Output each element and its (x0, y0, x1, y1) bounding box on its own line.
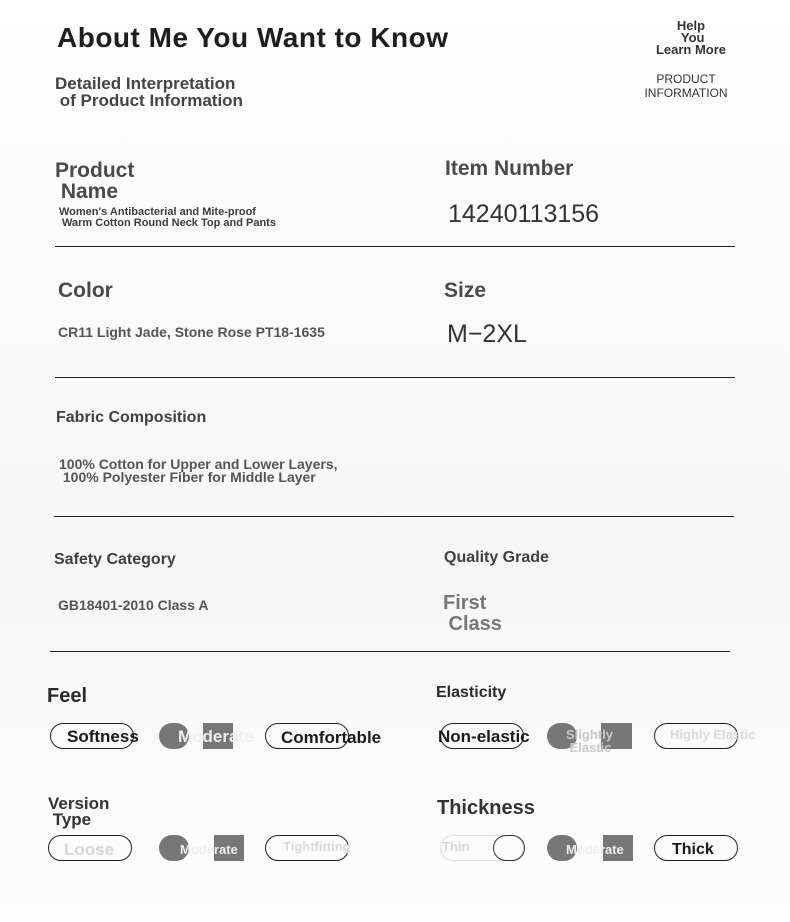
thickness-option-thick: Thick (672, 841, 714, 858)
help-learn-more: Help You Learn More (655, 18, 727, 57)
page-title: About Me You Want to Know (57, 22, 449, 53)
quality-grade-value: First Class (443, 592, 502, 635)
version-type-label: Version Type (48, 794, 110, 829)
divider (55, 246, 735, 247)
elasticity-option-slightly-elastic: Slightly Elastic (566, 727, 613, 755)
color-value: CR11 Light Jade, Stone Rose PT18-1635 (58, 324, 325, 340)
size-label: Size (444, 279, 487, 302)
version-option-tightfitting: Tightfitting (283, 839, 351, 854)
thickness-option-moderate: Moderate (566, 842, 624, 857)
feel-option-softness: Softness (67, 727, 139, 746)
thickness-option-thin: Thin (442, 839, 470, 854)
divider (55, 377, 735, 378)
item-number-value: 14240113156 (448, 200, 600, 228)
product-name-value: Women's Antibacterial and Mite-proof Warm Cotton Round Neck Top and Pants (59, 206, 276, 229)
elasticity-option-non-elastic: Non-elastic (438, 727, 530, 746)
elasticity-option-highly-elastic: Highly Elastic (670, 727, 756, 742)
feel-label: Feel (47, 685, 88, 707)
feel-option-comfortable: Comfortable (281, 728, 382, 747)
version-option-loose: Loose (64, 840, 115, 859)
size-value: M−2XL (447, 320, 527, 348)
safety-category-value: GB18401-2010 Class A (58, 597, 209, 613)
fabric-label: Fabric Composition (56, 409, 207, 426)
divider (50, 651, 730, 652)
item-number-label: Item Number (445, 157, 574, 180)
quality-grade-label: Quality Grade (444, 549, 549, 566)
fabric-value: 100% Cotton for Upper and Lower Layers, 100% Polyester Fiber for Middle Layer (59, 456, 338, 485)
divider (54, 516, 734, 517)
safety-category-label: Safety Category (54, 551, 176, 568)
version-option-moderate: Moderate (180, 842, 238, 857)
product-name-label: Product Name (55, 159, 135, 203)
page-subtitle: Detailed Interpretation of Product Information (55, 74, 243, 110)
feel-option-moderate: Moderate (178, 727, 254, 746)
thickness-option-frame (493, 835, 525, 861)
thickness-label: Thickness (437, 797, 535, 819)
elasticity-label: Elasticity (436, 684, 507, 701)
color-label: Color (58, 279, 113, 302)
product-information-tag: PRODUCT INFORMATION (644, 72, 728, 100)
